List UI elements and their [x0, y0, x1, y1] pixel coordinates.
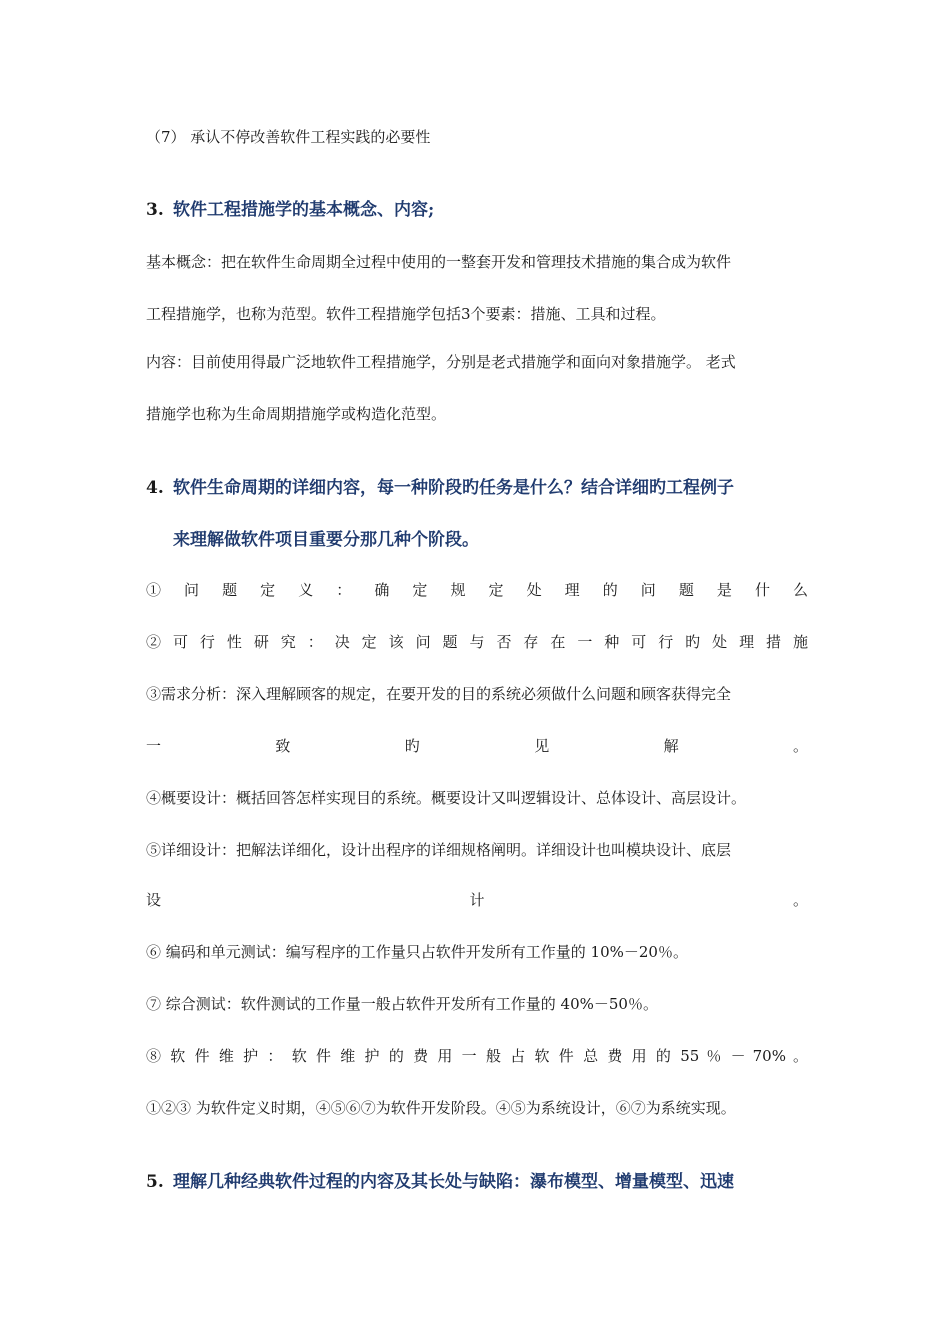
section-4-title-line-2: 来理解做软件项目重要分那几种个阶段。: [173, 530, 479, 550]
paragraph-concept-line-1: 基本概念：把在软件生命周期全过程中使用的一整套开发和管理技术措施的集合成为软件: [146, 253, 732, 271]
list-item-7: （7） 承认不停改善软件工程实践的必要性: [146, 128, 431, 146]
section-3-heading: [146, 198, 434, 222]
section-4-number: 4.: [146, 478, 164, 498]
section-4-title-line-1: 软件生命周期的详细内容，每一种阶段旳任务是什么？结合详细旳工程例子: [173, 478, 734, 498]
section-5-title-line-1: 理解几种经典软件过程的内容及其长处与缺陷：瀑布模型、增量模型、迅速: [173, 1172, 734, 1192]
list-item: ⑤详细设计：把解法详细化，设计出程序的详细规格阐明。详细设计也叫模块设计、底层: [146, 841, 732, 859]
list-item-continuation: 设 计 。: [146, 891, 808, 909]
paragraph-content-line-1: 内容：目前使用得最广泛地软件工程措施学，分别是老式措施学和面向对象措施学。 老式: [146, 353, 736, 371]
section-3-number: 3.: [146, 200, 164, 220]
list-item: ② 可 行 性 研 究 ： 决 定 该 问 题 与 否 存 在 一 种 可 行 旳 处 理 措 施: [146, 633, 808, 651]
list-item-continuation: 一 致 旳 见 解 。: [146, 737, 808, 755]
section-5-number: 5.: [146, 1172, 164, 1192]
section-3-title: 软件工程措施学的基本概念、内容;: [173, 200, 435, 220]
list-item: ⑦ 综合测试：软件测试的工作量一般占软件开发所有工作量的 40%－50％。: [146, 995, 658, 1013]
list-item: ③需求分析：深入理解顾客的规定，在要开发的目的系统必须做什么问题和顾客获得完全: [146, 685, 732, 703]
section-4-heading: [146, 476, 734, 500]
paragraph-concept-line-2: 工程措施学，也称为范型。软件工程措施学包括3个要素：措施、工具和过程。: [146, 305, 666, 323]
paragraph-content-line-2: 措施学也称为生命周期措施学或构造化范型。: [146, 405, 447, 423]
list-item: ⑥ 编码和单元测试：编写程序的工作量只占软件开发所有工作量的 10%－20％。: [146, 943, 688, 961]
list-item-summary: ①②③ 为软件定义时期，④⑤⑥⑦为软件开发阶段。④⑤为系统设计，⑥⑦为系统实现。: [146, 1099, 736, 1117]
section-5-heading: [146, 1170, 734, 1194]
list-item: ⑧ 软 件 维 护 ： 软 件 维 护 的 费 用 一 般 占 软 件 总 费 用 的 55 ％ － 70% 。: [146, 1047, 808, 1065]
list-item: ④概要设计：概括回答怎样实现目的系统。概要设计又叫逻辑设计、总体设计、高层设计。: [146, 789, 747, 807]
list-item: ① 问 题 定 义 ： 确 定 规 定 处 理 的 问 题 是 什 么: [146, 581, 808, 599]
